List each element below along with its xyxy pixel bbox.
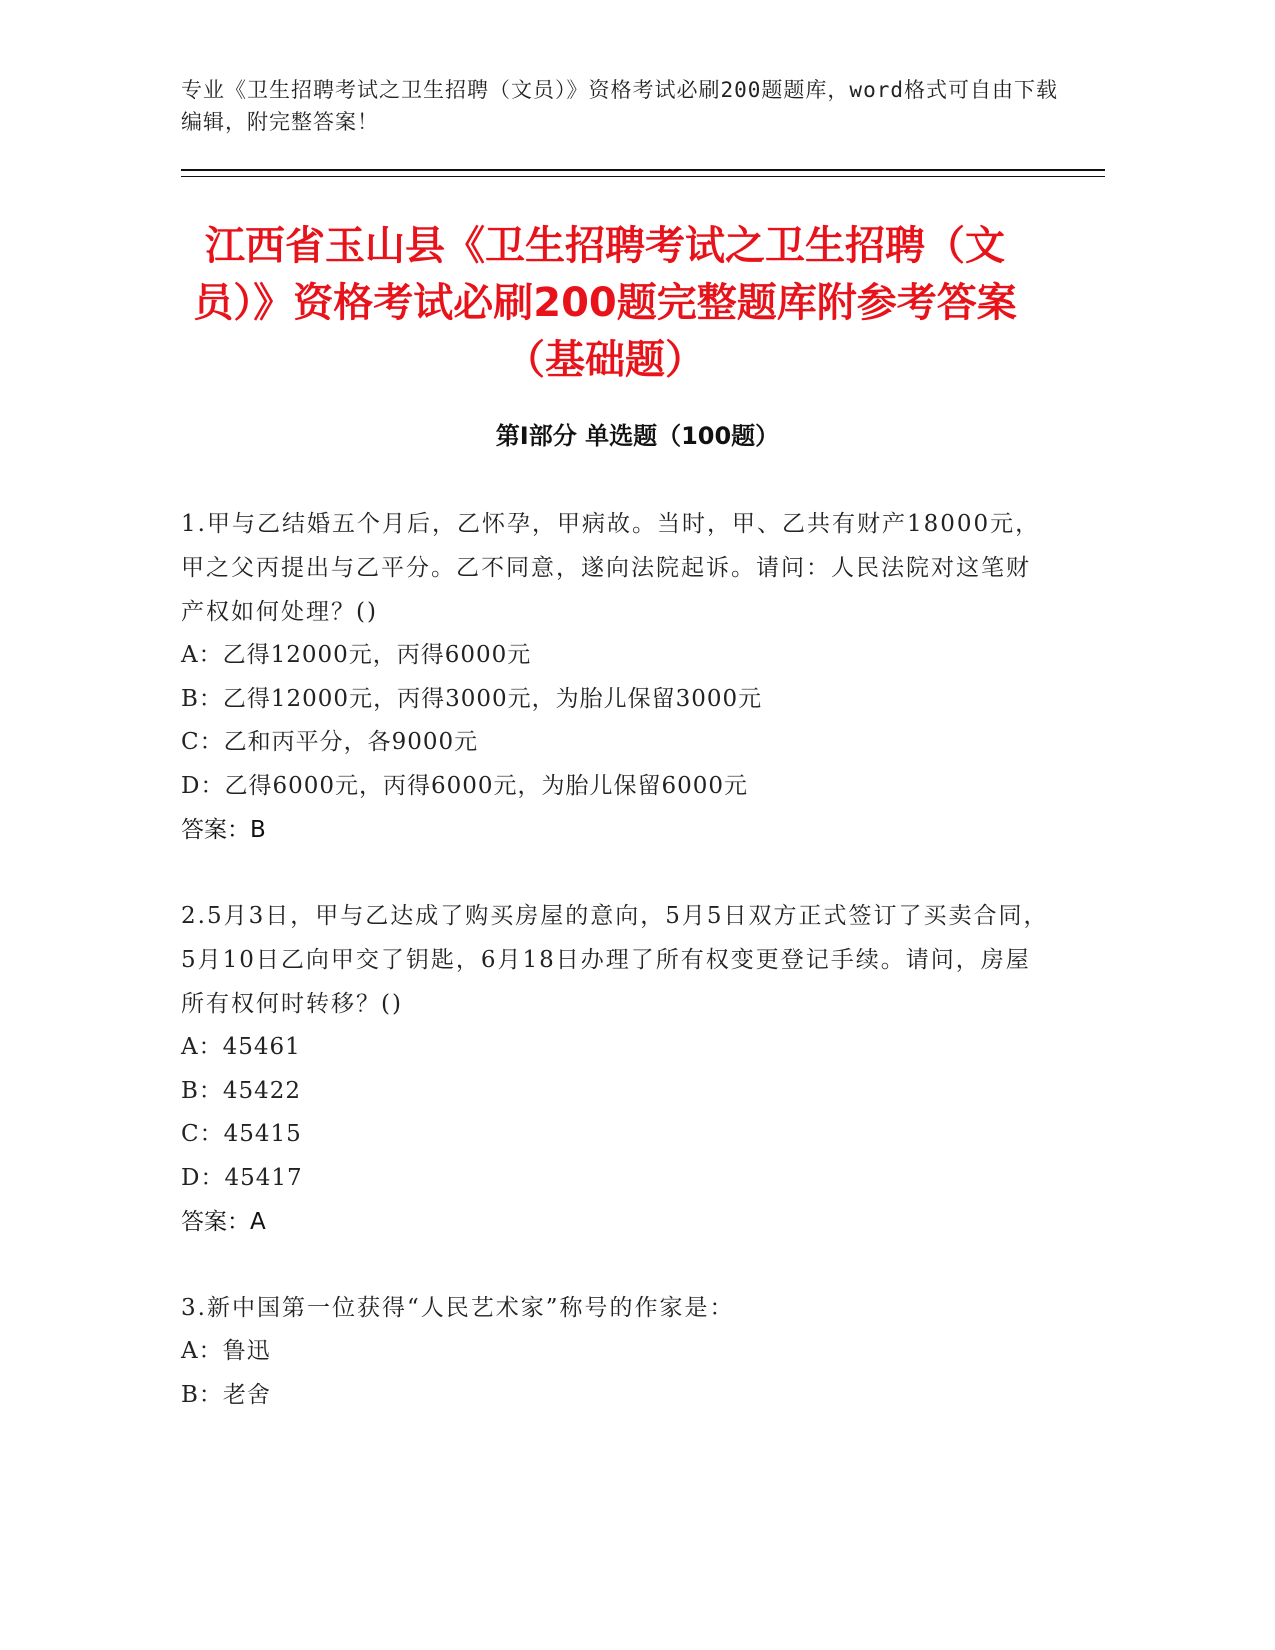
- question-3: [181, 1286, 1051, 1417]
- answer: 答案：B: [181, 817, 266, 843]
- question-text: 1.甲与乙结婚五个月后，乙怀孕，甲病故。当时，甲、乙共有财产18000元，甲之父丙提出与乙平分。乙不同意，遂向法院起诉。请问：人民法院对这笔财产权如何处理？(): [181, 511, 1041, 625]
- question-text: 2.5月3日，甲与乙达成了购买房屋的意向，5月5日双方正式签订了买卖合同，5月10日乙向甲交了钥匙，6月18日办理了所有权变更登记手续。请问，房屋所有权何时转移？(): [181, 903, 1049, 1017]
- section-heading: 第Ⅰ部分 单选题（100题）: [495, 422, 780, 450]
- option-b: B：乙得12000元，丙得3000元，为胎儿保留3000元: [181, 685, 763, 712]
- option-b: B：45422: [181, 1077, 302, 1104]
- header-rule-thick: [181, 169, 1105, 171]
- option-d: D：乙得6000元，丙得6000元，为胎儿保留6000元: [181, 772, 749, 799]
- option-a: A：45461: [181, 1034, 301, 1060]
- option-a: A：鲁迅: [181, 1338, 271, 1364]
- question-2: [181, 894, 1051, 1244]
- option-c: C：乙和丙平分，各9000元: [181, 729, 479, 755]
- document-title: 江西省玉山县《卫生招聘考试之卫生招聘（文员）》资格考试必刷200题完整题库附参考答案（基础题）: [193, 223, 1017, 383]
- header-rule-thin: [181, 176, 1105, 177]
- intro-text: 专业《卫生招聘考试之卫生招聘（文员）》资格考试必刷200题题库，word格式可自由下载编辑，附完整答案！: [181, 78, 1058, 134]
- option-a: A：乙得12000元，丙得6000元: [181, 642, 532, 668]
- option-d: D：45417: [181, 1164, 303, 1191]
- answer: 答案：A: [181, 1209, 266, 1235]
- question-1: [181, 502, 1051, 852]
- option-c: C：45415: [181, 1121, 302, 1147]
- question-text: 3.新中国第一位获得“人民艺术家”称号的作家是：: [181, 1295, 735, 1321]
- option-b: B：老舍: [181, 1381, 271, 1408]
